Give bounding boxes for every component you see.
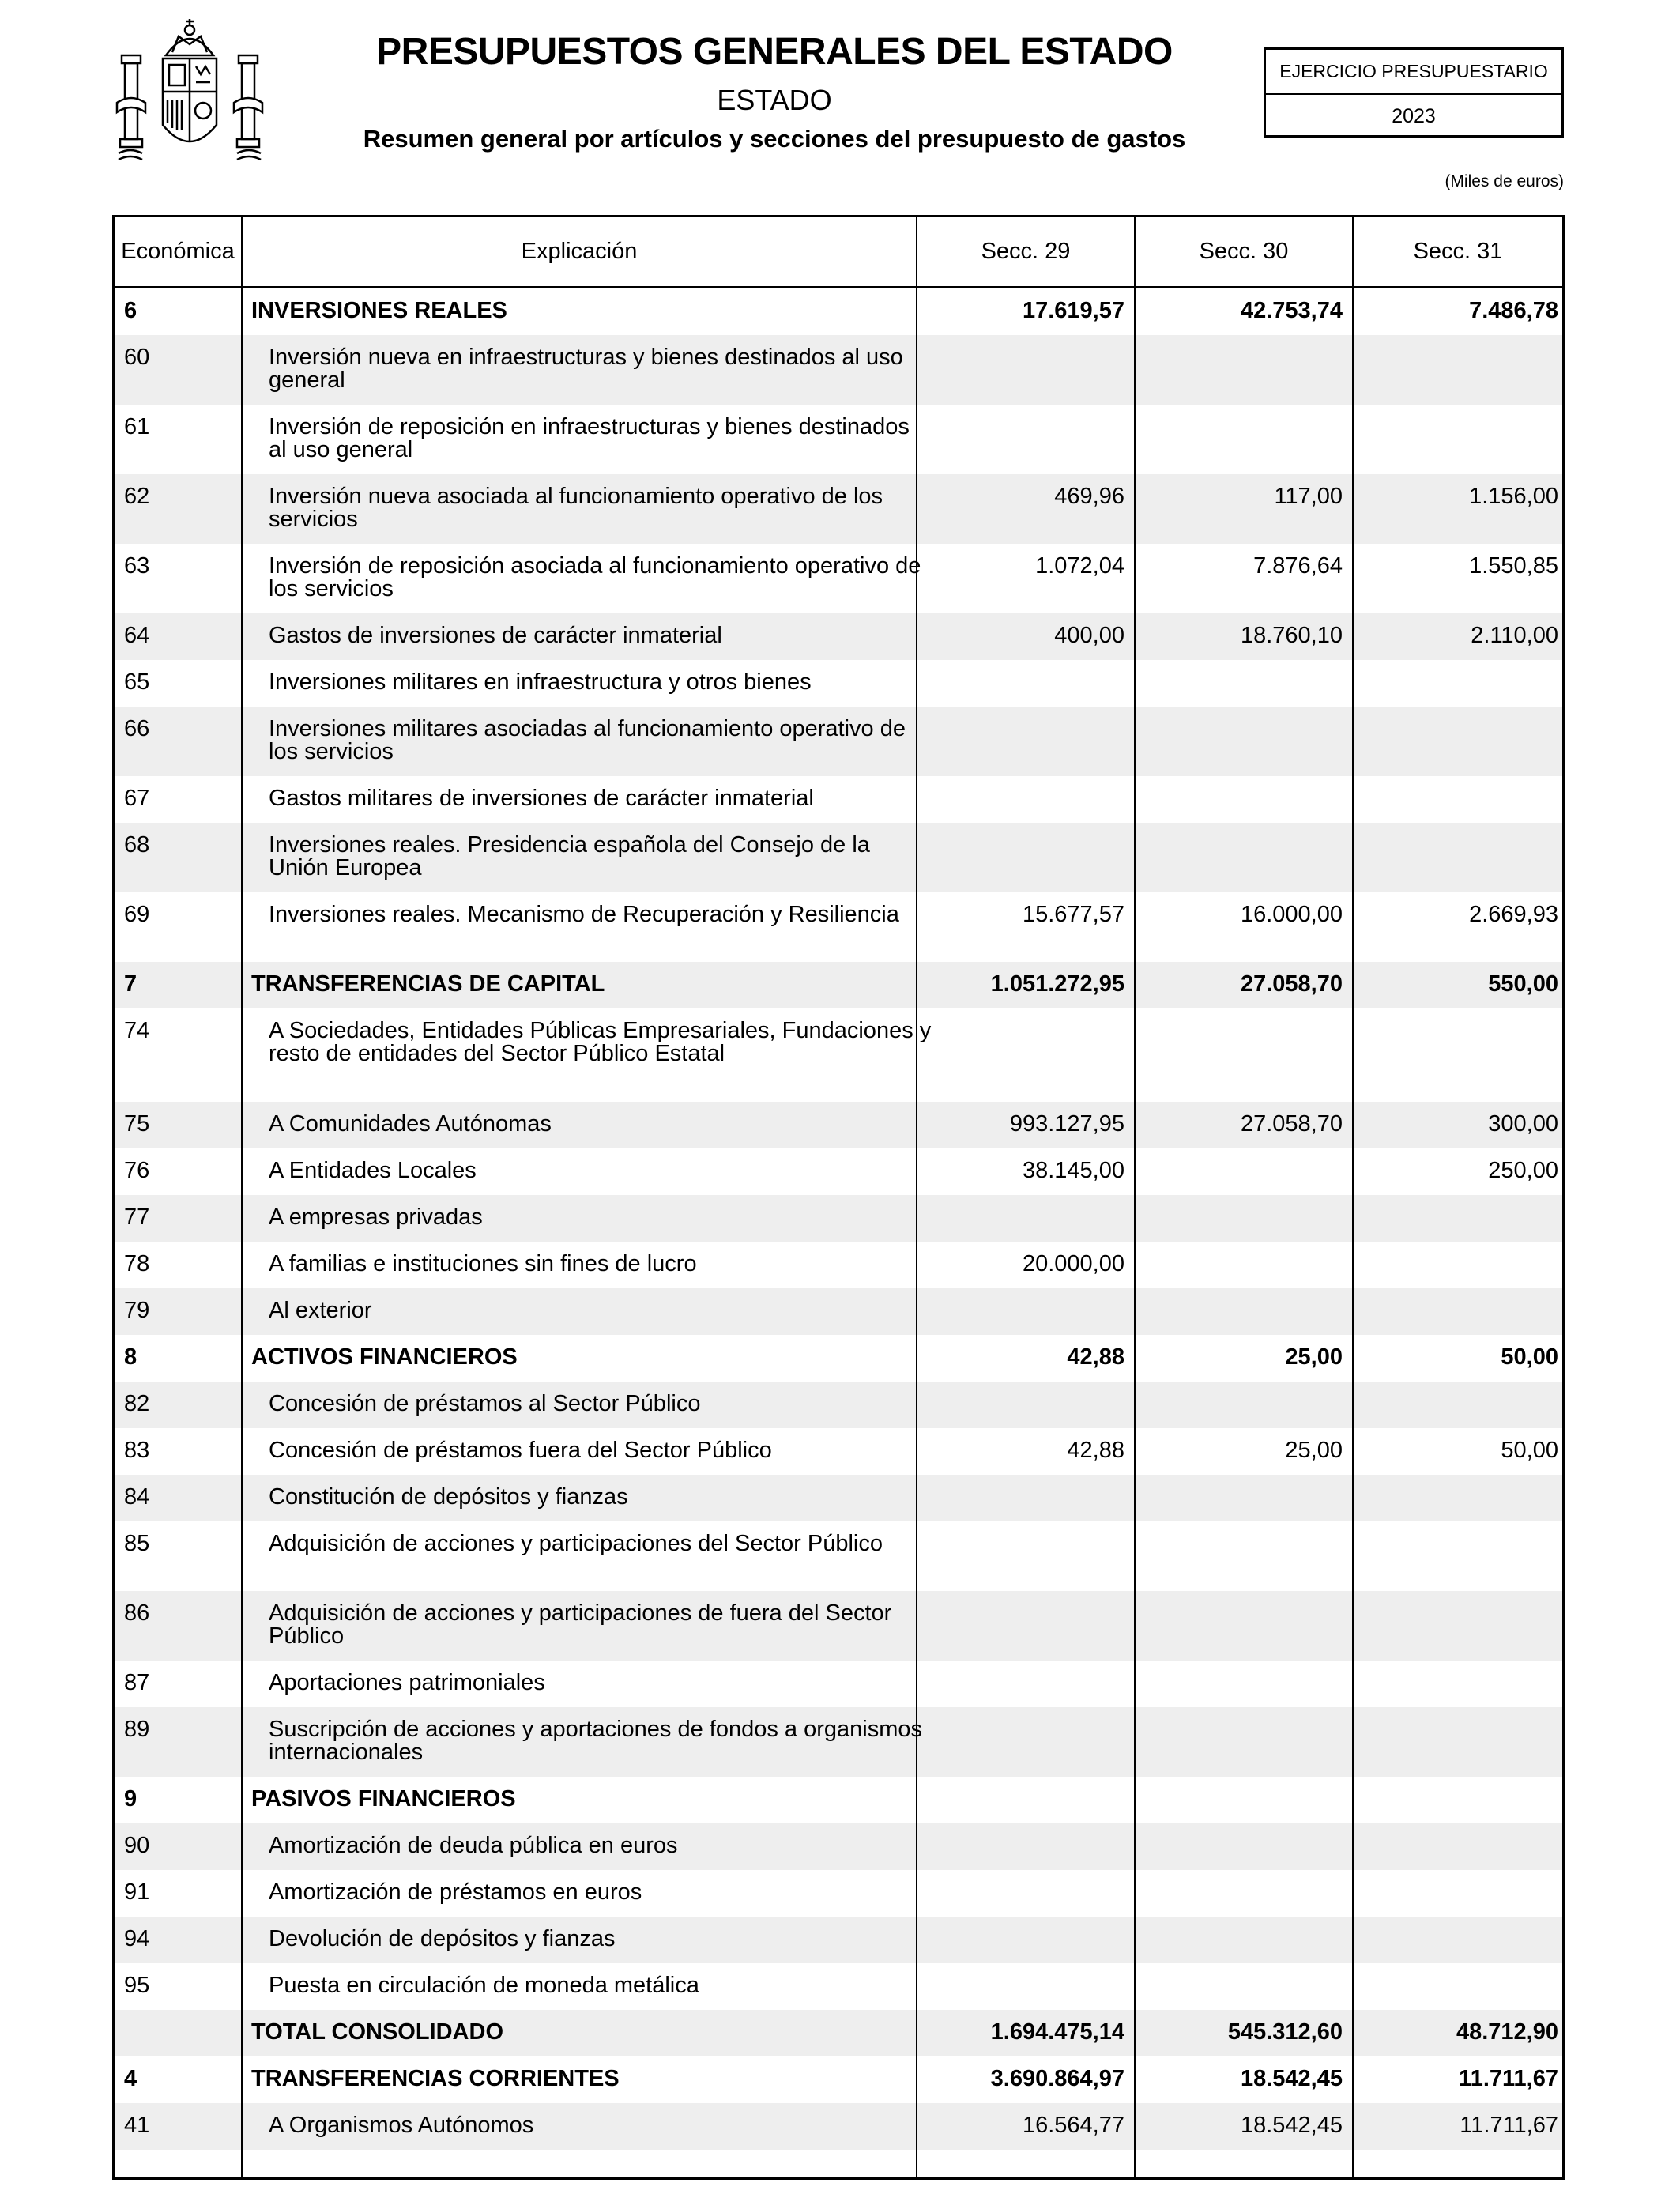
col-header-economica: Económica [121,239,235,264]
row-explanation: Inversiones reales. Mecanismo de Recuperación y Resiliencia [269,902,899,927]
row-secc-29: 1.694.475,14 [990,2019,1124,2045]
exercise-label: EJERCICIO PRESUPUESTARIO [1266,50,1561,95]
table-row [115,335,1562,405]
row-code: 9 [124,1786,137,1811]
row-explanation: A familias e instituciones sin fines de lucro [269,1251,697,1276]
table-row [115,288,1562,335]
row-secc-30: 117,00 [1274,484,1343,509]
row-secc-31: 2.110,00 [1471,623,1558,648]
table-row [115,1870,1562,1917]
row-code: 82 [124,1391,150,1416]
row-secc-29: 20.000,00 [1022,1251,1124,1276]
row-secc-30: 42.753,74 [1240,298,1343,323]
row-explanation: Inversiones militares asociadas al funcionamiento operativo de los servicios [269,716,906,764]
row-explanation: Concesión de préstamos fuera del Sector Público [269,1438,772,1463]
row-code: 74 [124,1018,150,1043]
row-explanation: A empresas privadas [269,1204,483,1230]
row-explanation: Suscripción de acciones y aportaciones de fondos a organismos internacionales [269,1717,922,1765]
row-explanation: Adquisición de acciones y participaciones de fuera del Sector Público [269,1600,892,1649]
row-secc-31: 48.712,90 [1456,2019,1558,2045]
table-row [115,892,1562,962]
row-code: 83 [124,1438,150,1463]
row-explanation: INVERSIONES REALES [251,298,507,323]
row-code: 67 [124,786,150,811]
table-row [115,1823,1562,1870]
row-code: 76 [124,1158,150,1183]
row-explanation: TRANSFERENCIAS DE CAPITAL [251,971,605,997]
row-explanation: Inversión de reposición asociada al funcionamiento operativo de los servicios [269,553,921,601]
row-code: 4 [124,2066,137,2091]
table-row [115,405,1562,474]
row-secc-30: 25,00 [1285,1438,1343,1463]
row-code: 87 [124,1670,150,1695]
row-secc-29: 993.127,95 [1009,1111,1124,1137]
table-row [115,962,1562,1008]
row-explanation: Amortización de deuda pública en euros [269,1833,678,1858]
row-secc-31: 11.711,67 [1460,2113,1558,2138]
row-explanation: Inversión nueva asociada al funcionamiento operativo de los servicios [269,484,883,532]
row-code: 62 [124,484,150,509]
row-secc-31: 1.156,00 [1469,484,1558,509]
row-code: 6 [124,298,137,323]
page-subtitle: ESTADO [717,84,832,116]
row-secc-30: 18.760,10 [1240,623,1343,648]
exercise-year: 2023 [1392,104,1436,127]
table-row [115,474,1562,544]
col-header-secc-30: Secc. 30 [1199,239,1289,264]
row-explanation: Gastos de inversiones de carácter inmaterial [269,623,722,648]
table-row [115,1475,1562,1521]
row-explanation: A Sociedades, Entidades Públicas Empresariales, Fundaciones y resto de entidades del Sector Público Estatal [269,1018,932,1066]
row-secc-29: 3.690.864,97 [990,2066,1124,2091]
row-secc-29: 38.145,00 [1022,1158,1124,1183]
table-row [115,1148,1562,1195]
row-secc-31: 1.550,85 [1469,553,1558,579]
row-code: 69 [124,902,150,927]
row-secc-31: 7.486,78 [1469,298,1558,323]
row-secc-31: 11.711,67 [1459,2066,1558,2091]
row-code: 63 [124,553,150,579]
exercise-box [1264,47,1564,138]
row-explanation: ACTIVOS FINANCIEROS [251,1344,518,1370]
row-code: 84 [124,1484,150,1510]
row-secc-29: 469,96 [1054,484,1124,509]
table-row [115,1335,1562,1382]
row-code: 60 [124,345,150,370]
col-header-secc-31: Secc. 31 [1413,239,1503,264]
column-divider [1352,217,1354,2177]
row-secc-29: 1.072,04 [1035,553,1124,579]
row-code: 91 [124,1879,150,1905]
row-secc-29: 1.051.272,95 [990,971,1124,997]
row-secc-30: 545.312,60 [1227,2019,1343,2045]
row-secc-29: 16.564,77 [1022,2113,1124,2138]
row-explanation: Concesión de préstamos al Sector Público [269,1391,701,1416]
row-secc-31: 50,00 [1501,1438,1558,1463]
table-row [115,1008,1562,1102]
row-explanation: Gastos militares de inversiones de carácter inmaterial [269,786,814,811]
table-row [115,1591,1562,1661]
row-explanation: A Entidades Locales [269,1158,477,1183]
coat-of-arms-logo [111,14,269,172]
row-secc-30: 18.542,45 [1240,2066,1343,2091]
row-code: 8 [124,1344,137,1370]
table-row [115,544,1562,613]
row-explanation: TOTAL CONSOLIDADO [251,2019,503,2045]
row-explanation: Amortización de préstamos en euros [269,1879,642,1905]
budget-table [112,215,1565,2180]
row-code: 79 [124,1298,150,1323]
row-secc-30: 27.058,70 [1240,1111,1343,1137]
table-row [115,2056,1562,2103]
row-secc-29: 17.619,57 [1022,298,1124,323]
table-row [115,1382,1562,1428]
table-row [115,613,1562,660]
row-secc-30: 25,00 [1285,1344,1343,1370]
row-secc-30: 27.058,70 [1240,971,1343,997]
row-secc-29: 42,88 [1067,1438,1124,1463]
row-secc-30: 16.000,00 [1240,902,1343,927]
row-secc-31: 550,00 [1488,971,1558,997]
row-secc-29: 15.677,57 [1022,902,1124,927]
row-explanation: Adquisición de acciones y participaciones del Sector Público [269,1531,883,1556]
row-code: 86 [124,1600,150,1626]
table-row [115,1428,1562,1475]
table-row [115,776,1562,823]
row-explanation: Al exterior [269,1298,372,1323]
row-explanation: Inversión de reposición en infraestructuras y bienes destinados al uso general [269,414,910,462]
row-code: 89 [124,1717,150,1742]
row-secc-31: 2.669,93 [1469,902,1558,927]
column-divider [1134,217,1136,2177]
table-row [115,1707,1562,1777]
row-code: 95 [124,1973,150,1998]
table-row [115,1661,1562,1707]
row-explanation: Aportaciones patrimoniales [269,1670,545,1695]
row-explanation: A Comunidades Autónomas [269,1111,552,1137]
row-explanation: Inversiones reales. Presidencia española del Consejo de la Unión Europea [269,832,870,880]
row-secc-30: 18.542,45 [1240,2113,1343,2138]
row-explanation: PASIVOS FINANCIEROS [251,1786,516,1811]
row-code: 66 [124,716,150,741]
row-explanation: TRANSFERENCIAS CORRIENTES [251,2066,620,2091]
row-code: 77 [124,1204,150,1230]
row-code: 85 [124,1531,150,1556]
row-secc-30: 7.876,64 [1253,553,1343,579]
row-explanation: Devolución de depósitos y fianzas [269,1926,616,1951]
row-explanation: Constitución de depósitos y fianzas [269,1484,628,1510]
column-divider [916,217,917,2177]
table-row [115,660,1562,707]
table-row [115,707,1562,776]
table-row [115,1777,1562,1823]
row-code: 68 [124,832,150,858]
table-row [115,2010,1562,2056]
table-row [115,1521,1562,1591]
col-header-secc-29: Secc. 29 [981,239,1071,264]
row-secc-29: 42,88 [1067,1344,1124,1370]
row-explanation: A Organismos Autónomos [269,2113,534,2138]
table-row [115,2103,1562,2150]
row-code: 65 [124,669,150,695]
table-row [115,1917,1562,1963]
col-header-explicacion: Explicación [521,239,638,264]
row-code: 94 [124,1926,150,1951]
row-explanation: Inversiones militares en infraestructura y otros bienes [269,669,812,695]
row-secc-31: 300,00 [1488,1111,1558,1137]
row-code: 7 [124,971,137,997]
table-header [115,217,1562,288]
row-code: 61 [124,414,150,439]
table-row [115,1102,1562,1148]
row-code: 75 [124,1111,150,1137]
column-divider [241,217,243,2177]
row-code: 78 [124,1251,150,1276]
row-code: 41 [124,2113,150,2138]
table-row [115,1288,1562,1335]
units-note: (Miles de euros) [1445,172,1564,190]
row-explanation: Inversión nueva en infraestructuras y bienes destinados al uso general [269,345,903,393]
row-secc-31: 50,00 [1501,1344,1558,1370]
row-code: 64 [124,623,150,648]
row-secc-31: 250,00 [1488,1158,1558,1183]
row-code: 90 [124,1833,150,1858]
table-row [115,1242,1562,1288]
table-row [115,1195,1562,1242]
row-secc-29: 400,00 [1054,623,1124,648]
page-description: Resumen general por artículos y secciones del presupuesto de gastos [363,125,1186,153]
table-row [115,1963,1562,2010]
row-explanation: Puesta en circulación de moneda metálica [269,1973,699,1998]
page-title: PRESUPUESTOS GENERALES DEL ESTADO [376,31,1173,73]
table-row [115,823,1562,892]
